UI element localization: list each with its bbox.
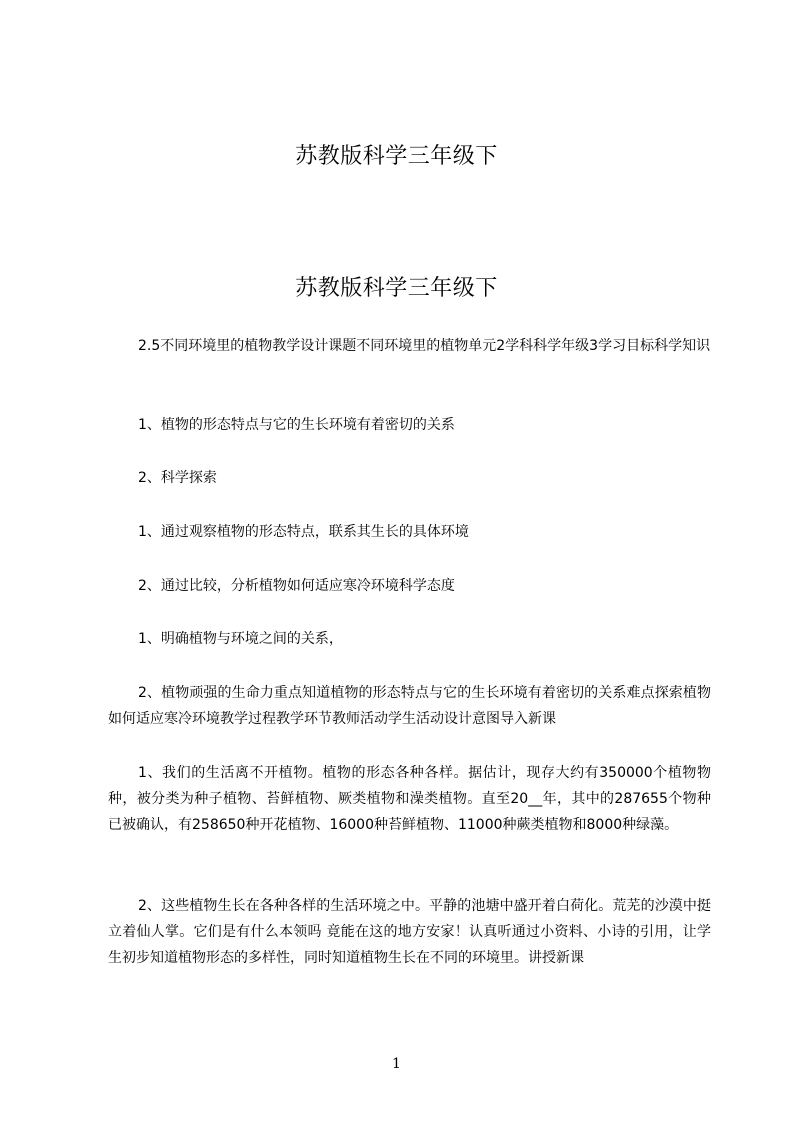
paragraph-objective-1: 1、植物的形态特点与它的生长环境有着密切的关系 xyxy=(138,417,455,433)
page-number: 1 xyxy=(392,1056,401,1072)
paragraph-exploration-2: 2、通过比较，分析植物如何适应寒冷环境科学态度 xyxy=(138,578,455,594)
section-title: 苏教版科学三年级下 xyxy=(295,276,498,301)
paragraph-attitude-1: 1、明确植物与环境之间的关系， xyxy=(138,631,343,647)
paragraph-key-points: 2、植物顽强的生命力重点知道植物的形态特点与它的生长环境有着密切的关系难点探索植物如何适应寒冷环境教学过程教学环节教师活动学生活动设计意图导入新课 xyxy=(108,685,711,727)
paragraph-exploration-1: 1、通过观察植物的形态特点，联系其生长的具体环境 xyxy=(138,524,469,540)
paragraph-science-exploration: 2、科学探索 xyxy=(138,470,217,486)
paragraph-lesson-info: 2.5不同环境里的植物教学设计课题不同环境里的植物单元2学科科学年级3学习目标科学知识 xyxy=(138,338,711,354)
paragraph-intro-2: 2、这些植物生长在各种各样的生活环境之中。平静的池塘中盛开着白荷化。荒芜的沙漠中挺立着仙人掌。它们是有什么本领吗 竟能在这的地方安家！认真听通过小资料、小诗的引用，让学生初步知道植物形态的多样性，同时知道植物生长在不同的环境里。讲授新课 xyxy=(108,898,711,966)
paragraph-intro-1: 1、我们的生活离不开植物。植物的形态各种各样。据估计，现存大约有350000个植物物种，被分类为种子植物、苔鲜植物、厥类植物和澡类植物。直至20__年，其中的287655个物种已被确认，有258650种开花植物、16000种苔鲜植物、11000种蕨类植物和8000种绿藻。 xyxy=(108,765,711,833)
document-title: 苏教版科学三年级下 xyxy=(295,144,498,169)
